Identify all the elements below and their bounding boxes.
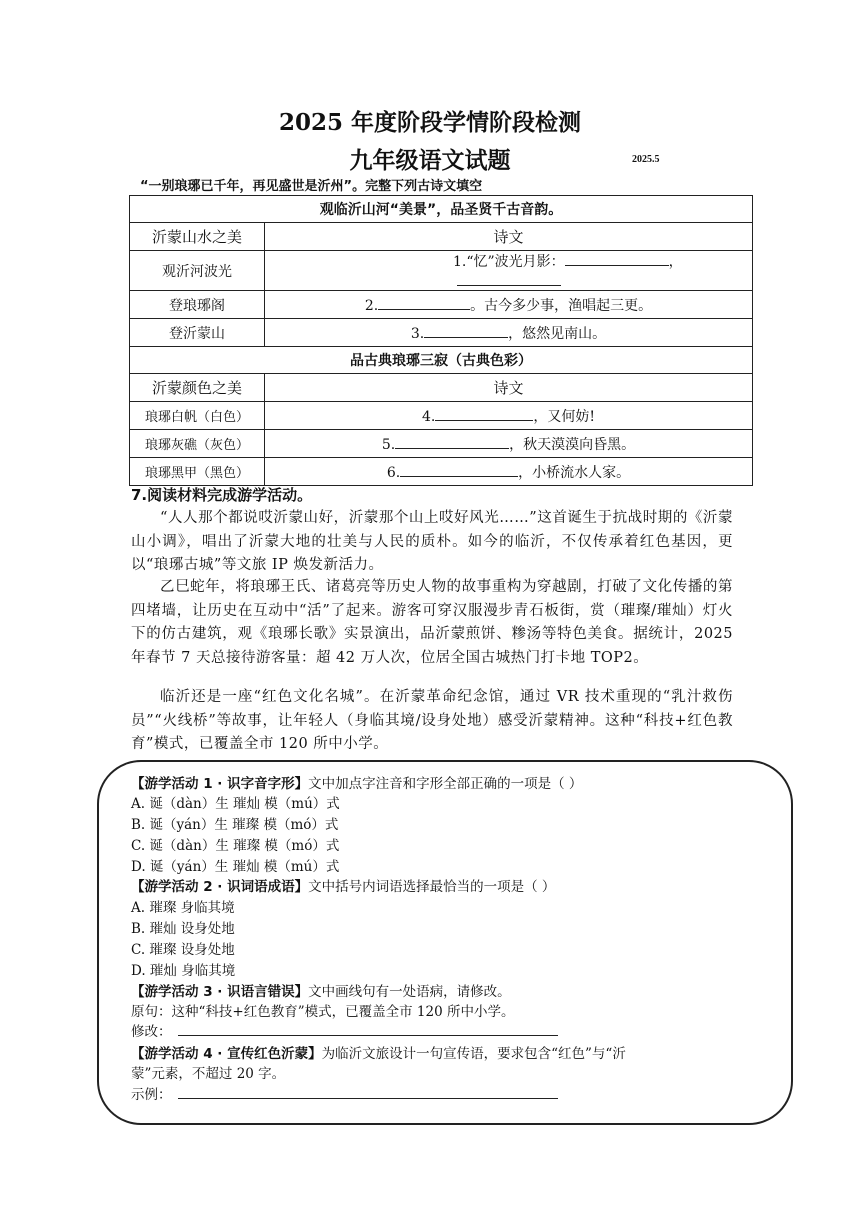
row-label: 观沂河波光	[130, 251, 265, 291]
table-header-poem: 诗文	[265, 374, 753, 402]
reading-paragraph-2: 乙巳蛇年，将琅琊王氏、诸葛亮等历史人物的故事重构为穿越剧，打破了文化传播的第四堵墙，让历史在互动中“活”了起来。游客可穿汉服漫步青石板街，赏（璀璨/璀灿）灯火下的仿古建筑，观《琅琊长歌》实景演出，品沂蒙煎饼、糁汤等特色美食。据统计，2025 年春节 7 天总接待游客量：超 42 万人次，位居全国古城热门打卡地 TOP2。	[131, 579, 733, 666]
exam-date: 2025.5	[632, 154, 660, 165]
row-suffix: ，悠然见南山。	[508, 325, 607, 342]
answer-blank[interactable]	[400, 462, 518, 477]
row-content	[265, 291, 753, 319]
option-a[interactable]: A. 诞（dàn）生 璀灿 模（mú）式	[131, 796, 340, 812]
activity-2-prompt	[131, 877, 555, 897]
row-label: 琅琊黑甲（黑色）	[130, 458, 265, 486]
activity-4-text: 为临沂文旅设计一句宣传语，要求包含“红色”与“沂	[321, 1046, 626, 1062]
option-b[interactable]: B. 诞（yán）生 璀璨 模（mó）式	[131, 817, 339, 833]
answer-blank[interactable]	[565, 251, 669, 266]
row-content	[265, 251, 753, 291]
activity-1-text: 文中加点字注音和字形全部正确的一项是（ ）	[308, 776, 583, 792]
table-row	[130, 430, 753, 458]
row-prefix: 1.“忆”波光月影：	[453, 254, 565, 270]
activity-3-title: 【游学活动 3 · 识语言错误】	[131, 984, 309, 1000]
row-suffix: ，小桥流水人家。	[518, 464, 631, 481]
row-label: 琅琊灰礁（灰色）	[130, 430, 265, 458]
row-suffix: 。古今多少事，渔唱起三更。	[470, 297, 653, 314]
table-row	[130, 458, 753, 486]
row-prefix: 6.	[386, 464, 401, 481]
table-header-category: 沂蒙颜色之美	[130, 374, 265, 402]
exam-title: 2025 年度阶段学情阶段检测	[278, 109, 582, 136]
option-b[interactable]: B. 璀灿 设身处地	[131, 921, 235, 937]
reading-paragraph-3: 临沂还是一座“红色文化名城”。在沂蒙革命纪念馆，通过 VR 技术重现的“乳汁救伤员”“火线桥”等故事，让年轻人（身临其境/设身处地）感受沂蒙精神。这种“科技+红色教育”模式，已覆盖全市 120 所中小学。	[131, 689, 733, 752]
row-content	[265, 430, 753, 458]
activity-2-text: 文中括号内词语选择最恰当的一项是（ ）	[308, 879, 556, 895]
row-label: 琅琊白帆（白色）	[130, 402, 265, 430]
row-content	[265, 319, 753, 347]
activity-3-original: 原句：这种“科技+红色教育”模式，已覆盖全市 120 所中小学。	[131, 1004, 515, 1020]
activity-4-text-cont: 蒙”元素，不超过 20 字。	[131, 1066, 286, 1082]
answer-blank[interactable]	[457, 271, 561, 286]
fix-label: 修改：	[131, 1024, 172, 1040]
row-prefix: 3.	[410, 325, 425, 342]
row-label: 登琅琊阁	[130, 291, 265, 319]
activity-3-fix	[131, 1022, 558, 1042]
row-label: 登沂蒙山	[130, 319, 265, 347]
table-section1-title: 观临沂山河“美景”，品圣贤千古音韵。	[130, 196, 753, 223]
activity-3-prompt	[131, 982, 511, 1002]
activity-4-prompt	[131, 1044, 626, 1064]
answer-blank[interactable]	[395, 434, 509, 449]
answer-blank[interactable]	[435, 406, 533, 421]
activity-4-title: 【游学活动 4 · 宣传红色沂蒙】	[131, 1046, 322, 1062]
table-row	[130, 291, 753, 319]
exam-subtitle: 九年级语文试题	[349, 148, 511, 174]
question-intro: “一别琅琊已千年，再见盛世是沂州”。完整下列古诗文填空	[140, 179, 483, 194]
option-d[interactable]: D. 璀灿 身临其境	[131, 963, 236, 979]
row-content	[265, 458, 753, 486]
table-header-category: 沂蒙山水之美	[130, 223, 265, 251]
example-answer-line[interactable]	[178, 1086, 558, 1099]
activity-4-example	[131, 1085, 558, 1105]
row-prefix: 2.	[364, 297, 379, 314]
activity-2-title: 【游学活动 2 · 识词语成语】	[131, 879, 309, 895]
table-row	[130, 319, 753, 347]
activity-1-prompt	[131, 774, 582, 794]
table-row	[130, 402, 753, 430]
row-prefix: 5.	[381, 436, 396, 453]
option-a[interactable]: A. 璀璨 身临其境	[131, 900, 235, 916]
table-header-poem: 诗文	[265, 223, 753, 251]
row-suffix: ，	[668, 254, 683, 270]
poetry-table	[129, 195, 753, 486]
answer-blank[interactable]	[378, 295, 470, 310]
question-7-heading: 7.阅读材料完成游学活动。	[131, 486, 313, 504]
activity-3-text: 文中画线句有一处语病，请修改。	[308, 984, 511, 1000]
reading-paragraph-1: “人人那个都说哎沂蒙山好，沂蒙那个山上哎好风光……”这首诞生于抗战时期的《沂蒙山小调》，唱出了沂蒙大地的壮美与人民的质朴。如今的临沂，不仅传承着红色基因，更以“琅琊古城”等文旅 IP 焕发新活力。	[131, 510, 733, 573]
example-label: 示例：	[131, 1087, 172, 1103]
option-c[interactable]: C. 诞（dàn）生 璀璨 模（mó）式	[131, 838, 340, 854]
row-suffix: ，秋天漠漠向昏黑。	[509, 436, 636, 453]
fix-answer-line[interactable]	[178, 1023, 558, 1036]
table-row	[130, 251, 753, 291]
row-prefix: 4.	[422, 408, 436, 425]
row-suffix: ，又何妨!	[533, 408, 595, 425]
option-d[interactable]: D. 诞（yán）生 璀灿 模（mú）式	[131, 859, 340, 875]
row-content	[265, 402, 753, 430]
table-section2-title: 品古典琅琊三寂（古典色彩）	[130, 347, 753, 374]
activity-1-title: 【游学活动 1 · 识字音字形】	[131, 776, 309, 792]
option-c[interactable]: C. 璀璨 设身处地	[131, 942, 235, 958]
answer-blank[interactable]	[424, 323, 508, 338]
